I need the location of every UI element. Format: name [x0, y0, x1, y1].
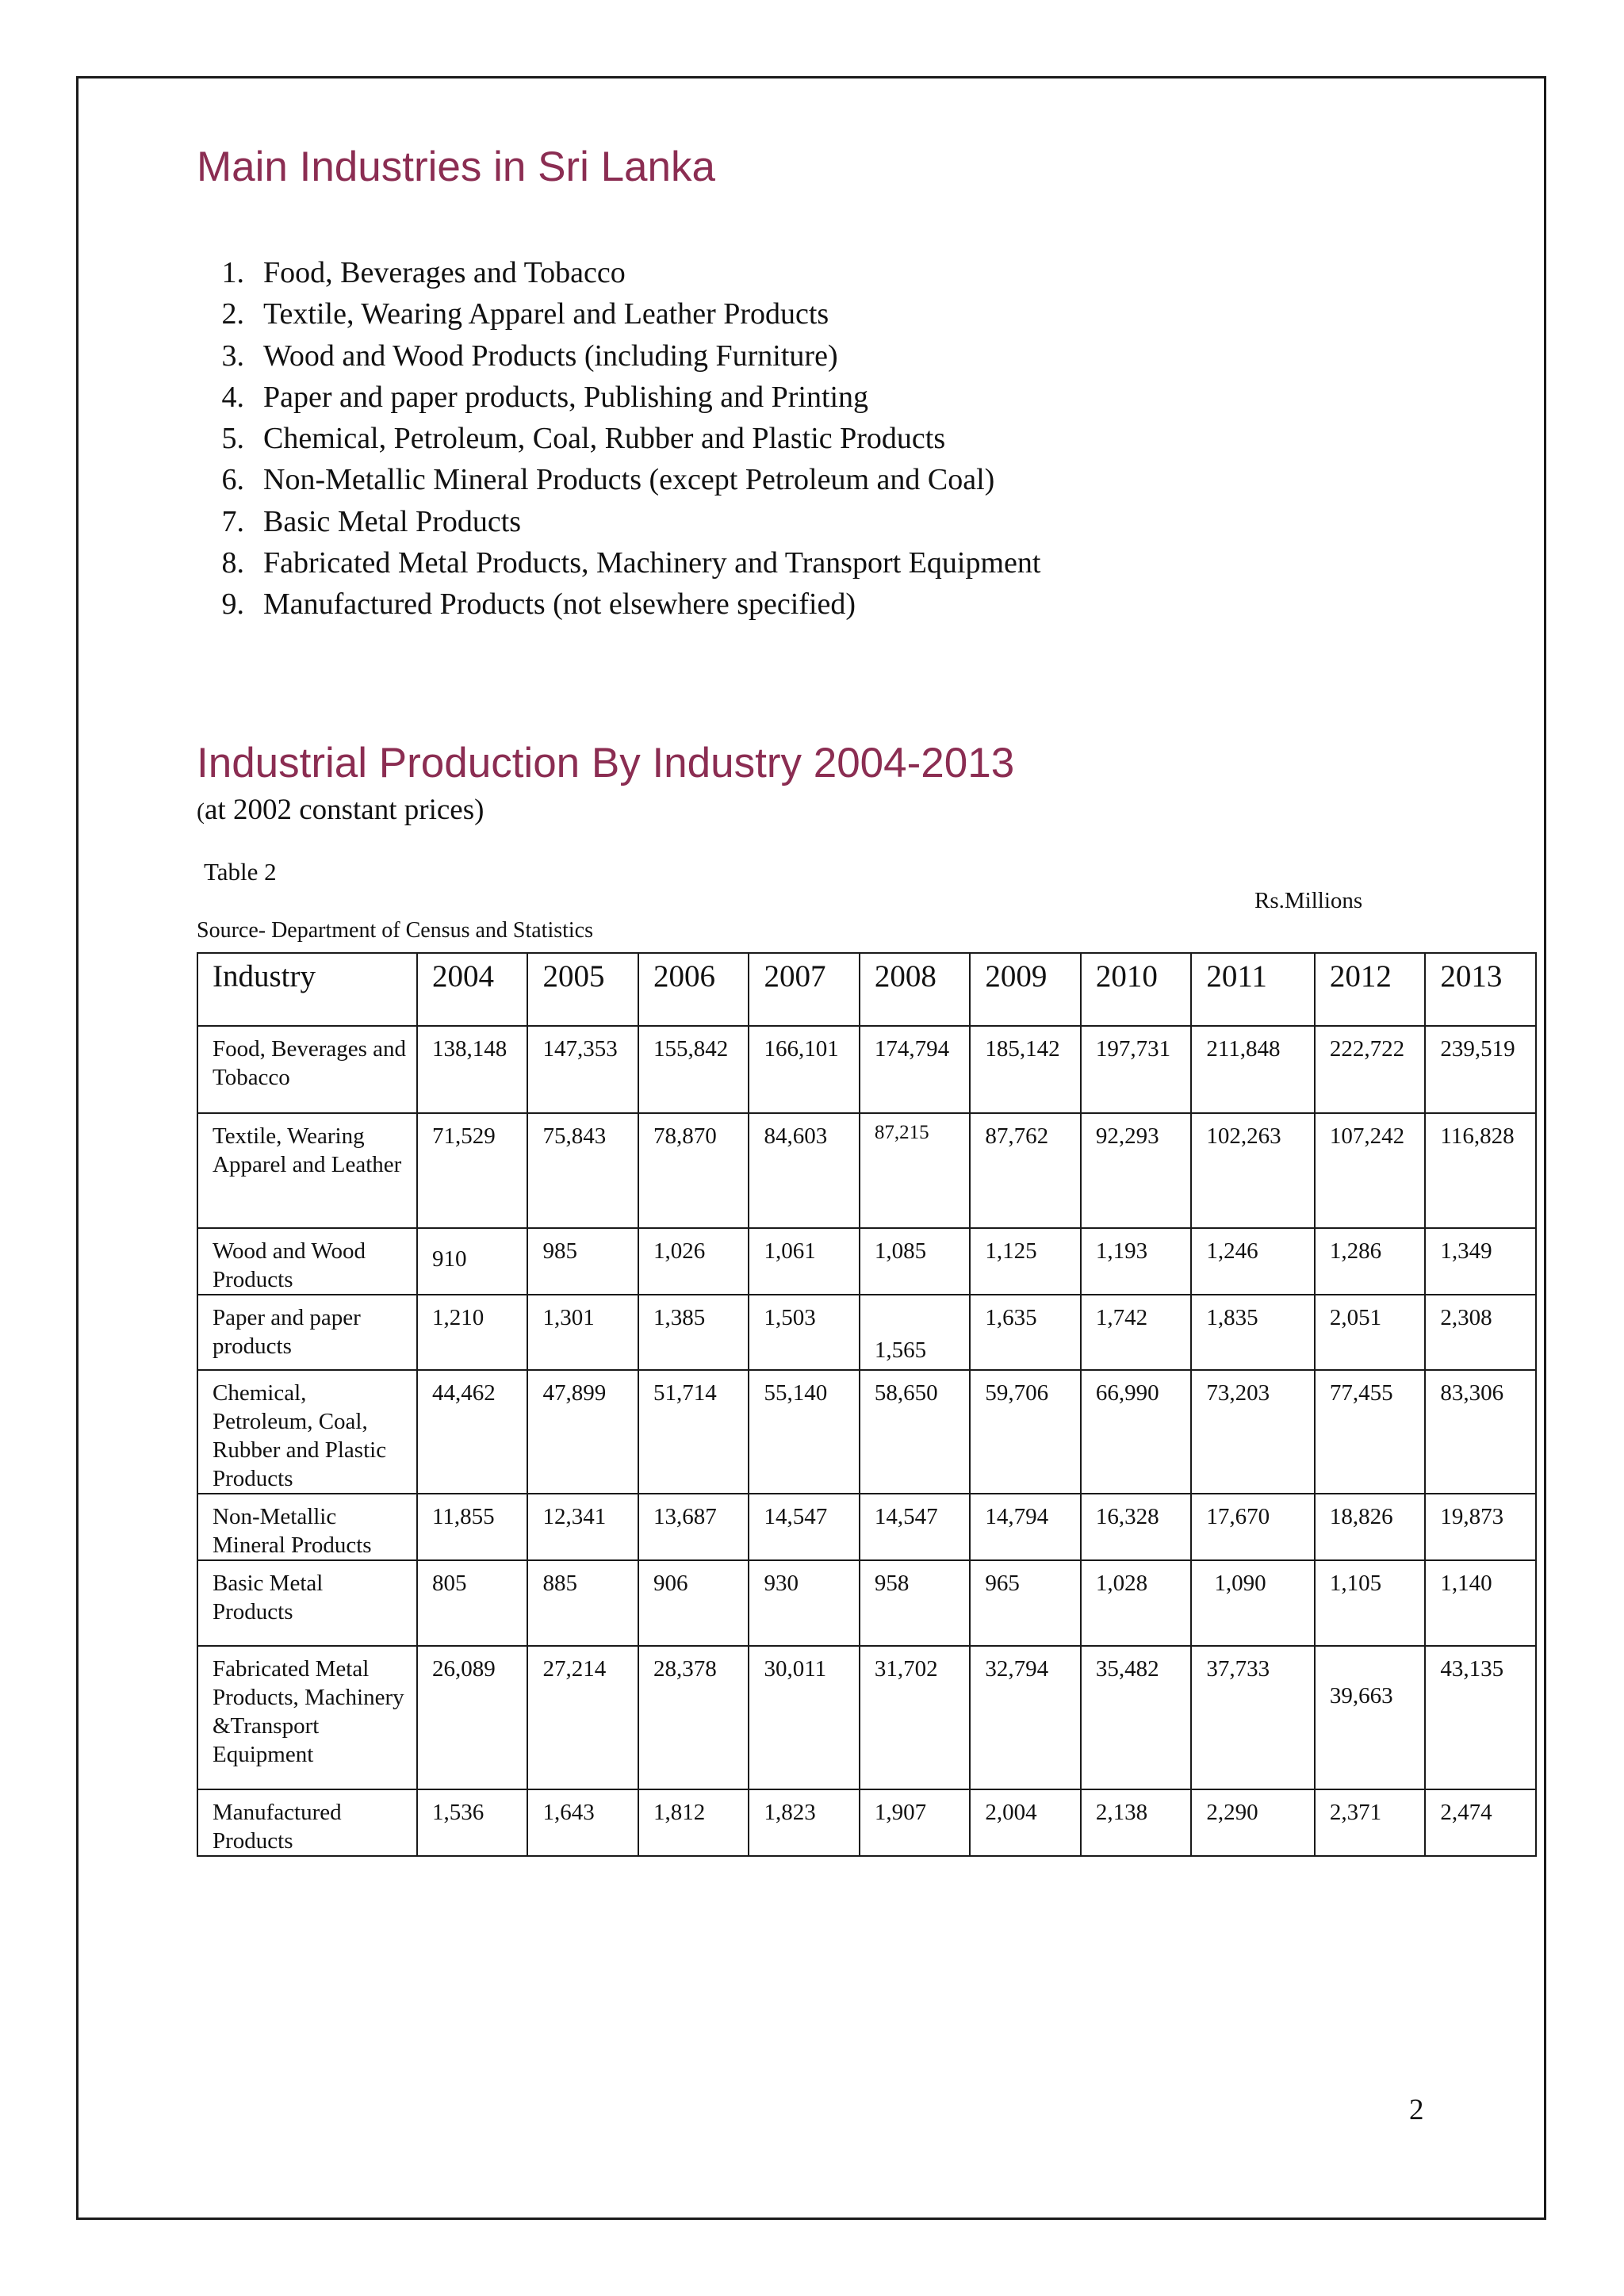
value-cell: 1,286 — [1315, 1228, 1425, 1295]
header-year: 2005 — [527, 953, 638, 1026]
value-cell: 13,687 — [638, 1494, 749, 1560]
industry-cell: Chemical, Petroleum, Coal, Rubber and Plastic Products — [197, 1370, 417, 1494]
list-text: Manufactured Products (not elsewhere specified) — [263, 587, 856, 622]
unit-label: Rs.Millions — [1254, 888, 1363, 913]
value-cell: 78,870 — [638, 1113, 749, 1228]
value-cell: 222,722 — [1315, 1026, 1425, 1113]
value-cell: 12,341 — [527, 1494, 638, 1560]
header-year: 2010 — [1081, 953, 1191, 1026]
value-cell: 30,011 — [749, 1646, 859, 1789]
value-cell: 197,731 — [1081, 1026, 1191, 1113]
value-cell: 239,519 — [1425, 1026, 1536, 1113]
value-cell: 43,135 — [1425, 1646, 1536, 1789]
value-cell: 2,308 — [1425, 1295, 1536, 1370]
table-row — [197, 1789, 1536, 1856]
value-cell: 84,603 — [749, 1113, 859, 1228]
list-item — [197, 584, 1040, 625]
value-cell: 910 — [417, 1228, 527, 1295]
value-cell: 885 — [527, 1560, 638, 1646]
industry-cell: Paper and paper products — [197, 1295, 417, 1370]
value-cell: 2,138 — [1081, 1789, 1191, 1856]
table-row — [197, 1370, 1536, 1494]
table-row — [197, 1646, 1536, 1789]
value-cell: 1,125 — [970, 1228, 1080, 1295]
industry-cell: Food, Beverages and Tobacco — [197, 1026, 417, 1113]
list-number: 8. — [221, 546, 244, 580]
value-cell: 1,301 — [527, 1295, 638, 1370]
value-cell: 55,140 — [749, 1370, 859, 1494]
value-cell: 51,714 — [638, 1370, 749, 1494]
value-cell: 965 — [970, 1560, 1080, 1646]
value-cell: 1,026 — [638, 1228, 749, 1295]
value-cell: 147,353 — [527, 1026, 638, 1113]
table-row — [197, 1228, 1536, 1295]
value-cell: 18,826 — [1315, 1494, 1425, 1560]
list-text: Basic Metal Products — [263, 504, 522, 538]
header-year: 2004 — [417, 953, 527, 1026]
header-year: 2011 — [1191, 953, 1315, 1026]
source-note: Source- Department of Census and Statistics — [197, 918, 594, 943]
industry-cell: Non-Metallic Mineral Products — [197, 1494, 417, 1560]
production-table — [197, 952, 1537, 1857]
value-cell: 19,873 — [1425, 1494, 1536, 1560]
value-cell: 1,246 — [1191, 1228, 1315, 1295]
value-cell: 906 — [638, 1560, 749, 1646]
list-item — [197, 459, 1040, 500]
value-cell: 1,907 — [860, 1789, 970, 1856]
value-cell: 985 — [527, 1228, 638, 1295]
industry-cell: Wood and Wood Products — [197, 1228, 417, 1295]
value-cell: 35,482 — [1081, 1646, 1191, 1789]
list-number: 7. — [221, 504, 244, 538]
value-cell: 116,828 — [1425, 1113, 1536, 1228]
table-header-row — [197, 953, 1536, 1026]
value-cell: 1,028 — [1081, 1560, 1191, 1646]
list-number: 6. — [221, 463, 244, 497]
value-cell: 39,663 — [1315, 1646, 1425, 1789]
subtitle-paren: ( — [197, 798, 205, 825]
list-item — [197, 252, 1040, 293]
value-cell: 66,990 — [1081, 1370, 1191, 1494]
value-cell: 107,242 — [1315, 1113, 1425, 1228]
header-year: 2009 — [970, 953, 1080, 1026]
production-heading: Industrial Production By Industry 2004-2013 — [197, 740, 1015, 786]
value-cell: 71,529 — [417, 1113, 527, 1228]
value-cell: 1,140 — [1425, 1560, 1536, 1646]
header-year: 2008 — [860, 953, 970, 1026]
list-text: Wood and Wood Products (including Furniture) — [263, 339, 838, 373]
value-cell: 174,794 — [860, 1026, 970, 1113]
value-cell: 1,643 — [527, 1789, 638, 1856]
value-cell: 14,547 — [749, 1494, 859, 1560]
table-label: Table 2 — [204, 858, 277, 886]
list-item — [197, 293, 1040, 335]
list-text: Paper and paper products, Publishing and Printing — [263, 380, 869, 414]
value-cell: 75,843 — [527, 1113, 638, 1228]
list-number: 2. — [221, 297, 244, 331]
industry-list — [197, 252, 1040, 626]
value-cell: 37,733 — [1191, 1646, 1315, 1789]
value-cell: 26,089 — [417, 1646, 527, 1789]
industry-cell: Fabricated Metal Products, Machinery &Transport Equipment — [197, 1646, 417, 1789]
header-year: 2013 — [1425, 953, 1536, 1026]
list-text: Fabricated Metal Products, Machinery and Transport Equipment — [263, 546, 1041, 580]
table-row — [197, 1560, 1536, 1646]
list-number: 9. — [221, 587, 244, 622]
list-item — [197, 542, 1040, 584]
value-cell: 11,855 — [417, 1494, 527, 1560]
value-cell: 2,474 — [1425, 1789, 1536, 1856]
header-industry: Industry — [197, 953, 417, 1026]
value-cell: 1,193 — [1081, 1228, 1191, 1295]
list-text: Non-Metallic Mineral Products (except Petroleum and Coal) — [263, 463, 995, 497]
value-cell: 1,835 — [1191, 1295, 1315, 1370]
list-number: 3. — [221, 339, 244, 373]
value-cell: 1,812 — [638, 1789, 749, 1856]
value-cell: 1,742 — [1081, 1295, 1191, 1370]
value-cell: 27,214 — [527, 1646, 638, 1789]
list-item — [197, 501, 1040, 542]
subtitle — [197, 793, 484, 827]
list-number: 5. — [221, 422, 244, 456]
list-text: Food, Beverages and Tobacco — [263, 256, 626, 289]
value-cell: 1,823 — [749, 1789, 859, 1856]
header-year: 2012 — [1315, 953, 1425, 1026]
header-year: 2006 — [638, 953, 749, 1026]
value-cell: 155,842 — [638, 1026, 749, 1113]
value-cell: 138,148 — [417, 1026, 527, 1113]
list-text: Textile, Wearing Apparel and Leather Products — [263, 297, 829, 331]
value-cell: 1,090 — [1191, 1560, 1315, 1646]
value-cell: 92,293 — [1081, 1113, 1191, 1228]
page-number: 2 — [1409, 2094, 1424, 2126]
value-cell: 102,263 — [1191, 1113, 1315, 1228]
table-row — [197, 1295, 1536, 1370]
value-cell: 805 — [417, 1560, 527, 1646]
value-cell: 73,203 — [1191, 1370, 1315, 1494]
value-cell: 87,215 — [860, 1113, 970, 1228]
value-cell: 2,290 — [1191, 1789, 1315, 1856]
value-cell: 1,349 — [1425, 1228, 1536, 1295]
table-row — [197, 1494, 1536, 1560]
table-row — [197, 1113, 1536, 1228]
value-cell: 930 — [749, 1560, 859, 1646]
industry-cell: Basic Metal Products — [197, 1560, 417, 1646]
value-cell: 1,536 — [417, 1789, 527, 1856]
value-cell: 31,702 — [860, 1646, 970, 1789]
value-cell: 17,670 — [1191, 1494, 1315, 1560]
list-item — [197, 418, 1040, 459]
value-cell: 87,762 — [970, 1113, 1080, 1228]
industry-cell: Manufactured Products — [197, 1789, 417, 1856]
value-cell: 83,306 — [1425, 1370, 1536, 1494]
subtitle-text: at 2002 constant prices) — [205, 794, 485, 826]
value-cell: 2,051 — [1315, 1295, 1425, 1370]
value-cell: 2,004 — [970, 1789, 1080, 1856]
value-cell: 211,848 — [1191, 1026, 1315, 1113]
value-cell: 1,565 — [860, 1295, 970, 1370]
main-industries-heading: Main Industries in Sri Lanka — [197, 144, 715, 190]
list-item — [197, 377, 1040, 418]
value-cell: 28,378 — [638, 1646, 749, 1789]
value-cell: 1,210 — [417, 1295, 527, 1370]
value-cell: 958 — [860, 1560, 970, 1646]
value-cell: 59,706 — [970, 1370, 1080, 1494]
value-cell: 185,142 — [970, 1026, 1080, 1113]
value-cell: 1,385 — [638, 1295, 749, 1370]
value-cell: 1,105 — [1315, 1560, 1425, 1646]
value-cell: 14,547 — [860, 1494, 970, 1560]
list-number: 4. — [221, 380, 244, 414]
value-cell: 166,101 — [749, 1026, 859, 1113]
value-cell: 1,503 — [749, 1295, 859, 1370]
value-cell: 77,455 — [1315, 1370, 1425, 1494]
value-cell: 2,371 — [1315, 1789, 1425, 1856]
value-cell: 32,794 — [970, 1646, 1080, 1789]
value-cell: 14,794 — [970, 1494, 1080, 1560]
value-cell: 16,328 — [1081, 1494, 1191, 1560]
value-cell: 1,061 — [749, 1228, 859, 1295]
list-number: 1. — [221, 256, 244, 289]
value-cell: 44,462 — [417, 1370, 527, 1494]
value-cell: 1,635 — [970, 1295, 1080, 1370]
list-item — [197, 335, 1040, 377]
header-year: 2007 — [749, 953, 859, 1026]
industry-cell: Textile, Wearing Apparel and Leather — [197, 1113, 417, 1228]
value-cell: 47,899 — [527, 1370, 638, 1494]
table-row — [197, 1026, 1536, 1113]
value-cell: 58,650 — [860, 1370, 970, 1494]
list-text: Chemical, Petroleum, Coal, Rubber and Plastic Products — [263, 422, 946, 456]
value-cell: 1,085 — [860, 1228, 970, 1295]
